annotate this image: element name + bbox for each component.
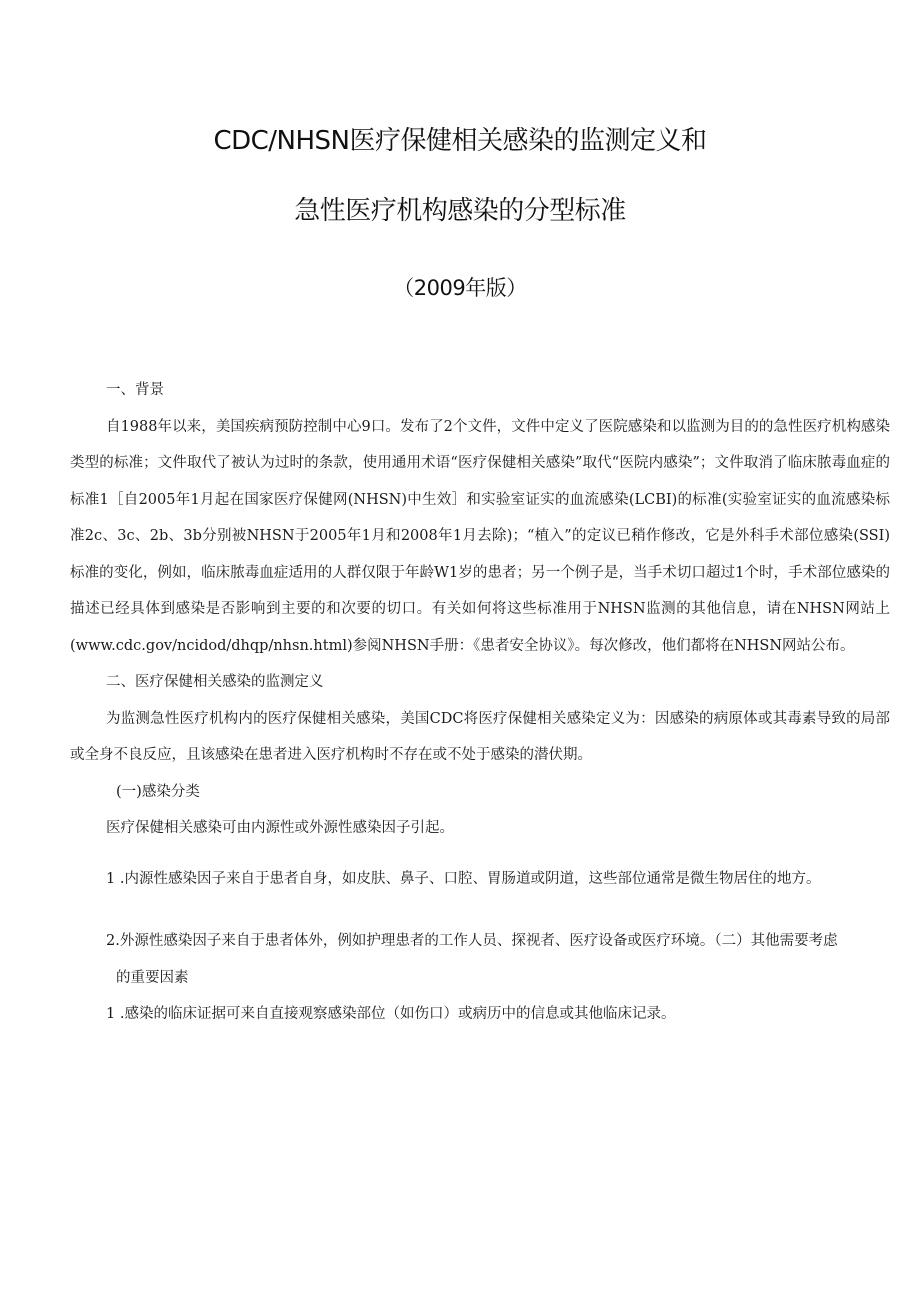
document-title-line-1: CDC/NHSN医疗保健相关感染的监测定义和	[213, 126, 707, 156]
document-body	[70, 372, 890, 1033]
paragraph-classification-intro: 医疗保健相关感染可由内源性或外源性感染因子引起。	[106, 820, 454, 836]
document-edition: （2009年版）	[393, 276, 527, 300]
list-item-exogenous: 2.外源性感染因子来自于患者体外，例如护理患者的工作人员、探视者、医疗设备或医疗环境。（二）其他需要考虑	[106, 933, 838, 949]
list-item-exogenous-continued: 的重要因素	[116, 969, 189, 986]
paragraph-definition: 为监测急性医疗机构内的医疗保健相关感染，美国CDC将医疗保健相关感染定义为：因感染的病原体或其毒素导致的局部或全身不良反应，且该感染在患者进入医疗机构时不存在或不处于感染的潜伏期。	[70, 710, 890, 763]
section-heading-definition: 二、医疗保健相关感染的监测定义	[106, 674, 324, 690]
list-item-clinical-evidence: 1 .感染的临床证据可来自直接观察感染部位（如伤口）或病历中的信息或其他临床记录。	[106, 1006, 676, 1022]
paragraph-background: 自1988年以来，美国疾病预防控制中心9口。发布了2个文件，文件中定义了医院感染和以监测为目的的急性医疗机构感染类型的标准；文件取代了被认为过时的条款，使用通用术语“医疗保健相关感染”取代“医院内感染”；文件取消了临床脓毒血症的标准1［自2005年1月起在国家医疗保健网(NHSN)中生效］和实验室证实的血流感染(LCBI)的标准(实验室证实的血流感染标准2c、3c、2b、3b分别被NHSN于2005年1月和2008年1月去除)；“植入”的定议已稍作修改，它是外科手术部位感染(SSI)标准的变化，例如，临床脓毒血症适用的人群仅限于年龄W1岁的患者；另一个例子是，当手术切口超过1个时，手术部位感染的描述已经具体到感染是否影响到主要的和次要的切口。有关如何将这些标准用于NHSN监测的其他信息，请在NHSN网站上(www.cdc.gov/ncidod/dhqp/nhsn.html)参阅NHSN手册：《患者安全协议》。每次修改，他们都将在NHSN网站公布。	[70, 418, 890, 654]
section-heading-background: 一、背景	[106, 382, 164, 398]
document-title-line-2: 急性医疗机构感染的分型标准	[294, 196, 626, 226]
subsection-heading-classification: (一)感染分类	[116, 783, 200, 800]
list-item-endogenous: 1 .内源性感染因子来自于患者自身，如皮肤、鼻子、口腔、胃肠道或阴道，这些部位通常是微生物居住的地方。	[106, 870, 821, 887]
